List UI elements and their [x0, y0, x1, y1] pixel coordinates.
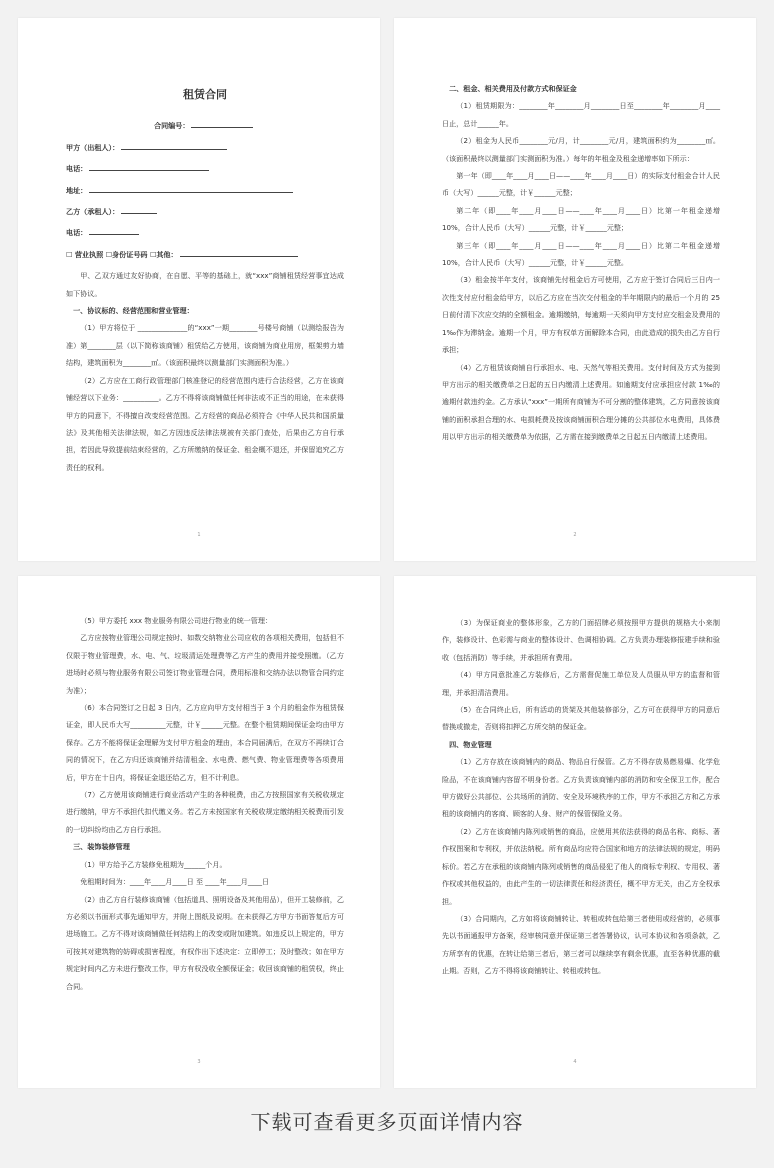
section-4-clause-3: （3）合同期内，乙方如将该商铺转让、转租或转包给第三者使用或经营的，必须事先以书面通报甲方备案，经审核同意并保证第三者答署协议，认可本协议和各项条款，乙方所享有的优惠，在转让给第三者后，第三者可以继续享有剩余优惠，直至各种优惠的截止期。否则，乙方不得将该商铺转让、转租或转包。 [442, 913, 720, 976]
section-2-clause-5: （5）甲方委托 xxx 物业服务有限公司进行物业的统一管理： [80, 616, 273, 625]
party-a-label: 甲方（出租人）： [66, 142, 120, 152]
page-number: 2 [573, 532, 577, 538]
document-page-1 [18, 18, 380, 561]
phone-label: 电话： [66, 164, 88, 174]
address-blank [89, 184, 293, 193]
section-3-clause-1: （1）甲方给予乙方装修免租期为______个月。 [80, 859, 227, 869]
document-page-3 [18, 576, 380, 1088]
contract-number-field [154, 117, 344, 134]
rent-free-period: 免租期时间为：____年____月____日 至 ____年____月____日 [80, 877, 270, 887]
address-label: 地址： [66, 185, 88, 195]
section-3-clause-5: （5）在合同终止后，所有活动的货架及其他装修部分，乙方可在获得甲方的同意后替换或撤走，否则将扣押乙方所交纳的保证金。 [442, 705, 720, 732]
section-2-clause-5-detail: 乙方应按物业管理公司规定按时、如数交纳物业公司应收的各项相关费用，包括但不仅限于物业管理费，水、电、气、垃圾清运处理费等乙方产生的费用并接受照缴。（乙方进场时必须与物业服务有限公司签订物业管理合同，费用标准和交纳办法以物管合同约定为准）； [66, 633, 344, 695]
contract-number-blank [191, 119, 253, 128]
section-2-clause-1: （1）租赁期限为：________年________月________日至________年________月____日止，总计______年。 [442, 101, 720, 128]
document-page-2 [394, 18, 756, 561]
address-field [66, 182, 344, 199]
party-b-field [66, 203, 344, 220]
page-number: 1 [197, 532, 201, 538]
phone-blank [89, 162, 209, 171]
phone2-label: 电话： [66, 228, 88, 238]
contract-number-label: 合同编号： [154, 121, 190, 131]
section-3-clause-3: （3）为保证商业的整体形象，乙方的门面招牌必须按照甲方提供的规格大小来制作，装修设计、色彩需与商业的整体设计、色调相协调。乙方负责办理装修报建手续和验收（包括消防）等手续，并承担所有费用。 [442, 618, 720, 662]
party-a-blank [121, 141, 227, 150]
download-more-banner[interactable]: 下载可查看更多页面详情内容 [250, 1110, 524, 1134]
section-1-clause-1: （1）甲方将位于 ______________的“xxx”一期________号楼号商铺（以测绘报告为准）第________层（以下简称该商铺）租赁给乙方使用，该商铺为商业用房，框架剪力墙结构，建筑面积为________㎡。（该面积最终以测量部门实测面积为准。） [66, 323, 344, 368]
document-title: 租赁合同 [183, 88, 227, 101]
section-4-clause-2: （2）乙方在该商铺内陈列或销售的商品，应使用其依法获得的商品名称、商标、著作权图案和专利权，并依法纳税。所有商品均应符合国家和地方的法律法规的规定，明码标价。若乙方在承租的该商铺内陈列或销售的商品侵犯了他人的商标专利权、专用权、著作权或其他权益的，由此产生的一切法律责任和经济责任，概不甲方无关，由乙方全权承担。 [442, 826, 720, 906]
document-page-4 [394, 576, 756, 1088]
section-3-clause-2: （2）由乙方自行装修该商铺（包括道具、照明设备及其他用品），但开工装修前，乙方必须以书面形式事先通知甲方，并附上图纸及说明。在未获得乙方甲方书面答复后方可进场施工。乙方不得对该商铺做任何结构上的改变或附加建筑。如违反以上规定的，甲方可按其对建筑物的妨碍或损害程度，有权作出下述决定：立即停工；及时整改；如在甲方规定时间内乙方未进行整改工作，甲方有权没收全额保证金；收回该商铺的租赁权，终止合同。 [66, 894, 344, 991]
section-2-clause-3: （3）租金按半年支付，该商铺先付租金后方可使用，乙方应于签订合同后三日内一次性支付应付租金给甲方，以后乙方应在当次交付租金的半年期限内的最后一个月的 25 日前付清下次应交纳的全额租金。逾期缴纳，每逾期一天须向甲方支付应交租金及费用的 1‰作为滞纳金。逾期一个月，甲方有权单方面解除本合同，由此造成的损失由乙方自行承担； [442, 275, 720, 355]
page-3-content [66, 612, 344, 995]
other-id-blank [180, 248, 298, 257]
page-number: 4 [573, 1059, 577, 1065]
intro-paragraph: 甲、乙双方通过友好协商，在自愿、平等的基础上，就“xxx”商铺租赁经营事宜达成如下协议。 [66, 271, 344, 298]
id-checkbox-row [66, 246, 344, 263]
page-2-content [442, 80, 720, 446]
section-2-clause-6: （6）本合同签订之日起 3 日内，乙方应向甲方支付相当于 3 个月的租金作为租赁保证金，即人民币大写__________元整，计￥______元整。在整个租赁期间保证金均由甲方保存。乙方不能将保证金理解为支付甲方租金的理由，本合同届满后，在双方不再续订合同的情况下，在乙方归还该商铺并结清租金、水电费、燃气费、物业管理费等各项费用后，甲方在十日内，将保证金退还给乙方，但不计利息。 [66, 703, 344, 782]
page-4-content [442, 614, 720, 980]
rent-year-3: 第三年（即____年____月____日——____年____月____日）比第二年租金递增 10%，合计人民币（大写）______元整，计￥______元整。 [442, 240, 720, 268]
party-b-blank [121, 205, 157, 214]
rent-year-2: 第二年（即____年____月____日——____年____月____日）比第一年租金递增 10%，合计人民币（大写）______元整，计￥______元整； [442, 205, 720, 233]
section-1-clause-2: （2）乙方应在工商行政管理部门核准登记的经营范围内进行合法经营，乙方在该商铺经营以下业务：__________。乙方不得将该商铺做任何非法或不正当的用途，在未获得甲方的同意下，不得擅自改变经营范围。乙方经营的商品必须符合《中华人民共和国质量法》及其他相关法律法规，如乙方因违反法律法规被有关部门查处，后果由乙方自行承担，若因此导致提前结束经营的，乙方所缴纳的保证金、租金概不退还，并保留追究乙方责任的权利。 [66, 375, 344, 472]
party-a-field [66, 139, 344, 156]
section-2-clause-7: （7）乙方使用该商铺进行商业活动产生的各种税费，由乙方按照国家有关税收规定进行缴纳，甲方不承担代扣代缴义务。若乙方未按国家有关税收规定缴纳相关税费而引发的一切纠纷均由乙方自行承担。 [66, 790, 344, 834]
phone2-blank [89, 226, 139, 235]
page-number: 3 [197, 1059, 201, 1065]
phone-field [66, 160, 344, 177]
section-4-heading: 四、物业管理 [449, 739, 492, 749]
party-b-label: 乙方（承租人）： [66, 207, 120, 217]
section-1-heading: 一、协议标的、经营范围和营业管理： [73, 306, 194, 316]
section-4-clause-1: （1）乙方存放在该商铺内的商品、物品自行保管。乙方不得存放易燃易爆、化学危险品，不在该商铺内容留不明身份者。乙方负责该商铺内部的消防和安全保卫工作，配合甲方做好公共部位、公共场所的消防、安全及环境秩序的工作，甲方不承担乙方和乙方承租的该商铺内的客商、顾客的人身、财产的保管保险义务。 [442, 757, 720, 819]
rent-year-1: 第一年（即____年____月____日——____年____月____日）的实际支付租金合计人民币（大写）______元整，计￥______元整； [442, 171, 720, 198]
page-1-content [66, 86, 344, 476]
section-2-heading: 二、租金、相关费用及付款方式和保证金 [449, 84, 577, 93]
section-2-clause-2: （2）租金为人民币________元/月，计________元/月，建筑面积约为________㎡。（该面积最终以测量部门实测面积为准。）每年的年租金及租金递增率如下所示： [442, 136, 720, 163]
section-3-heading: 三、装饰装修管理 [73, 842, 130, 852]
id-checkbox-label: ☐ 营业执照 ☐身份证号码 ☐其他： [66, 249, 178, 259]
section-2-clause-4: （4）乙方租赁该商铺自行承担水、电、天然气等相关费用。支付时间及方式为接到甲方出示的相关缴费单之日起的五日内缴清上述费用。如逾期支付应承担应付款 1‰的逾期付款违约金。乙方承认“xxx”一期所有商铺为不可分割的整体建筑，乙方同意按该商铺的面积承担合理的水、电损耗费及按该商铺面积合理分摊的公共部位水电费用，具体费用以甲方出示的相关缴费单为依据，乙方需在接到缴费单之日起五日内缴清上述费用。 [442, 362, 720, 442]
section-3-clause-4: （4）甲方同意批准乙方装修后，乙方需督促施工单位及人员服从甲方的监督和管理，并承担清洁费用。 [442, 670, 720, 697]
phone2-field [66, 224, 344, 241]
